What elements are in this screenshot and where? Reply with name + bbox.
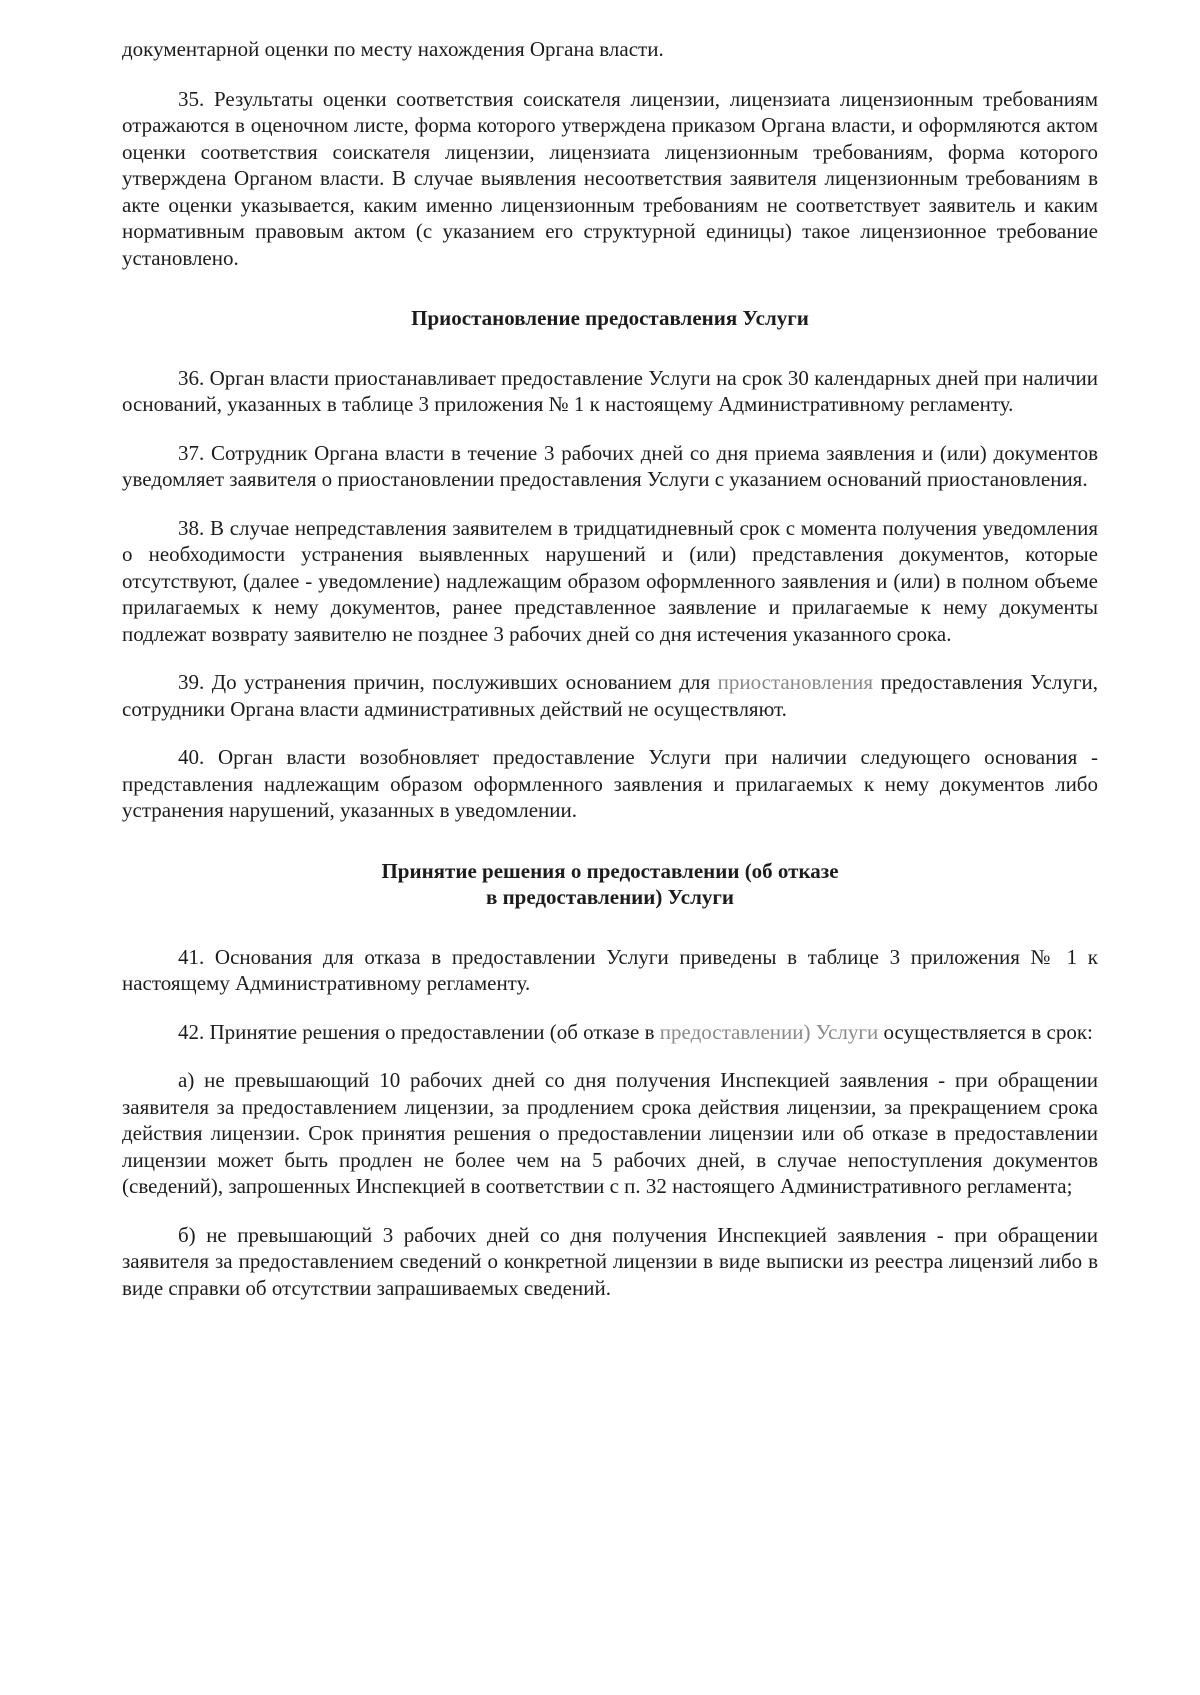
paragraph-38: 38. В случае непредставления заявителем в тридцатидневный срок с момента получения уведомления о необходимости устранения выявленных нарушений и (или) представления документов, которые отсутствуют, (далее - уведомление) надлежащим образом оформленного заявления и (или) в полном объеме прилагаемых к нему документов, ранее представленное заявление и прилагаемые к нему документы подлежат возврату заявителю не позднее 3 рабочих дней со дня истечения указанного срока.: [122, 515, 1098, 646]
paragraph-42-faded: предоставлении) Услуги: [659, 1019, 879, 1044]
heading-suspension: [122, 305, 1098, 332]
paragraph-39: [122, 669, 1098, 722]
continuation-text: документарной оценки по месту нахождения Органа власти.: [122, 37, 664, 61]
paragraph-39-rest: предоставления Услуги, сотрудники Органа власти административных действий не осуществляют.: [122, 670, 1099, 721]
heading-suspension-text: Приостановление предоставления Услуги: [411, 306, 809, 330]
paragraph-42b: б) не превышающий 3 рабочих дней со дня получения Инспекцией заявления - при обращении заявителя за предоставлением сведений о конкретной лицензии в виде выписки из реестра лицензий либо в виде справки об отсутствии запрашиваемых сведений.: [122, 1222, 1098, 1300]
document-body: [122, 36, 1098, 1301]
paragraph-42-rest: осуществляется в срок:: [878, 1019, 1093, 1044]
paragraph-39-main: 39. До устранения причин, послуживших основанием для: [178, 670, 718, 694]
paragraph-36: 36. Орган власти приостанавливает предоставление Услуги на срок 30 календарных дней при наличии оснований, указанных в таблице 3 приложения № 1 к настоящему Административному регламенту.: [122, 365, 1098, 416]
heading-decision: [122, 858, 1098, 911]
paragraph-39-faded: приостановления: [717, 670, 874, 694]
paragraph-37: 37. Сотрудник Органа власти в течение 3 рабочих дней со дня приема заявления и (или) документов уведомляет заявителя о приостановлении предоставления Услуги с указанием оснований приостановления.: [122, 440, 1098, 491]
paragraph-42: [122, 1019, 1098, 1046]
paragraph-41: 41. Основания для отказа в предоставлении Услуги приведены в таблице 3 приложения № 1 к настоящему Административному регламенту.: [122, 944, 1098, 995]
heading-decision-line2: в предоставлении) Услуги: [485, 885, 735, 909]
paragraph-40: 40. Орган власти возобновляет предоставление Услуги при наличии следующего основания - представления надлежащим образом оформленного заявления и прилагаемых к нему документов либо устранения нарушений, указанных в уведомлении.: [122, 745, 1098, 822]
paragraph-42-main: 42. Принятие решения о предоставлении (об отказе в: [178, 1019, 660, 1044]
heading-decision-line1: Принятие решения о предоставлении (об отказе: [381, 858, 839, 883]
paragraph-35: 35. Результаты оценки соответствия соискателя лицензии, лицензиата лицензионным требованиям отражаются в оценочном листе, форма которого утверждена приказом Органа власти, и оформляются актом оценки соответствия соискателя лицензии, лицензиата лицензионным требованиям, форма которого утверждена Органом власти. В случае выявления несоответствия заявителя лицензионным требованиям в акте оценки указывается, каким именно лицензионным требованиям не соответствует заявитель и каким нормативным правовым актом (с указанием его структурной единицы) такое лицензионное требование установлено.: [122, 86, 1098, 270]
paragraph-42a: а) не превышающий 10 рабочих дней со дня получения Инспекцией заявления - при обращении заявителя за предоставлением лицензии, за продлением срока действия лицензии, за прекращением срока действия лицензии. Срок принятия решения о предоставлении лицензии или об отказе в предоставлении лицензии может быть продлен не более чем на 5 рабочих дней, в случае непоступления документов (сведений), запрошенных Инспекцией в соответствии с п. 32 настоящего Административного регламента;: [122, 1068, 1098, 1198]
